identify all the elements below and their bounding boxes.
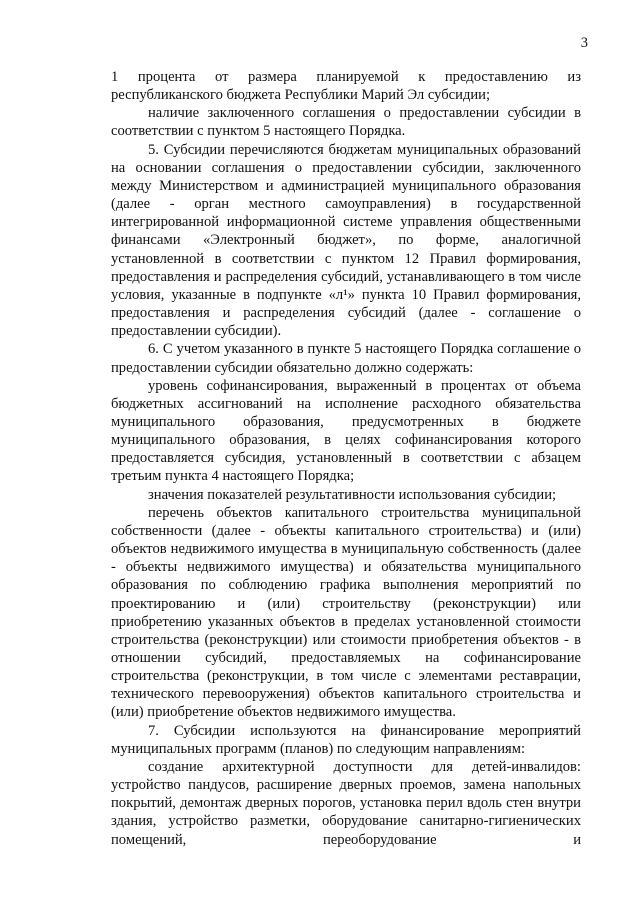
paragraph-capital-objects-list: перечень объектов капитального строительства муниципальной собственности (далее - объекты капитального строительства) и (или) объектов недвижимого имущества в муниципальную собственность (далее - объекты недвижимого имущества) и обязательства муниципального образования по соблюдению графика выполнения мероприятий по проектированию и (или) строительству (реконструкции) или приобретению указанных объектов в пределах установленной стоимости строительства (реконструкции) или стоимости приобретения объектов - в отношении субсидий, предоставляемых на софинансирование строительства (реконструкции, в том числе с элементами реставрации, технического перевооружения) объектов капитального строительства и (или) приобретение объектов недвижимого имущества. bbox=[111, 504, 581, 721]
paragraph-6-agreement-content: 6. С учетом указанного в пункте 5 настоящего Порядка соглашение о предоставлении субсидии обязательно должно содержать: bbox=[111, 341, 581, 376]
page-number: 3 bbox=[580, 35, 588, 51]
paragraph-5-transfer: 5. Субсидии перечисляются бюджетам муниципальных образований на основании соглашения о предоставлении субсидии, заключенного между Министерством и администрацией муниципального образования (далее - орган местного самоуправления) в государственной интегрированной информационной системе управления общественными финансами «Электронный бюджет», по форме, аналогичной установленной в соответствии с пунктом 12 Правил формирования, предоставления и распределения субсидий, устанавливающего в том числе условия, указанные в подпункте «л¹» пункта 10 Правил формирования, предоставления и распределения субсидий (далее - соглашение о предоставлении субсидии). bbox=[111, 141, 581, 340]
document-body bbox=[111, 68, 581, 849]
paragraph-subsidy-percent: 1 процента от размера планируемой к предоставлению из республиканского бюджета Республики Марий Эл субсидии; bbox=[111, 69, 581, 104]
paragraph-cofinancing-level: уровень софинансирования, выраженный в процентах от объема бюджетных ассигнований на исполнение расходного обязательства муниципального образования, предусмотренных в бюджете муниципального образования, в целях софинансирования которого предоставляется субсидия, установленный в соответствии с абзацем третьим пункта 4 настоящего Порядка; bbox=[111, 377, 581, 485]
paragraph-7-subsidy-use: 7. Субсидии используются на финансирование мероприятий муниципальных программ (планов) по следующим направлениям: bbox=[111, 722, 581, 757]
paragraph-performance-indicators: значения показателей результативности использования субсидии; bbox=[148, 486, 557, 503]
paragraph-accessibility: создание архитектурной доступности для детей-инвалидов: устройство пандусов, расширение дверных проемов, замена напольных покрытий, демонтаж дверных порогов, установка перил вдоль стен внутри здания, устройство разметки, оборудование санитарно-гигиенических помещений, переоборудование и bbox=[111, 758, 581, 848]
paragraph-agreement-condition: наличие заключенного соглашения о предоставлении субсидии в соответствии с пунктом 5 настоящего Порядка. bbox=[111, 105, 581, 140]
